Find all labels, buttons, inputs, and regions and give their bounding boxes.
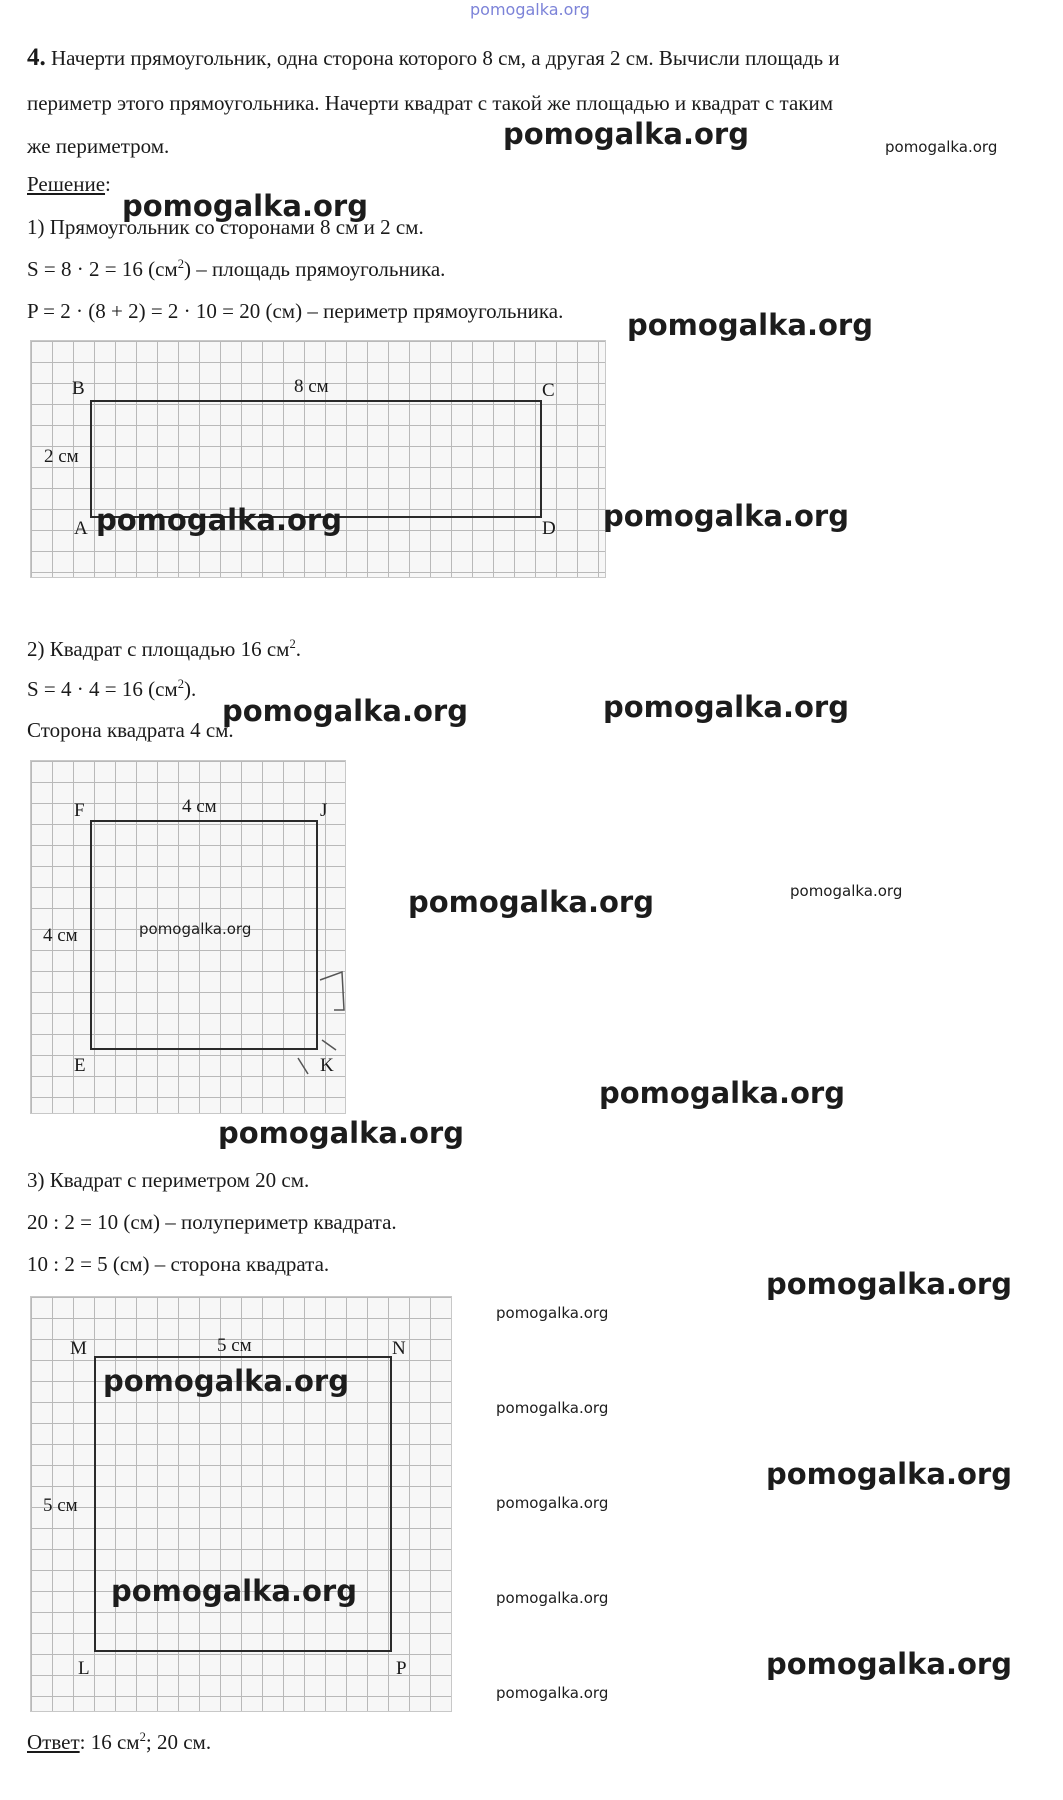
watermark: pomogalka.org [103,1364,349,1398]
part3-line-2: 20 : 2 = 10 (см) – полупериметр квадрата. [27,1210,397,1234]
watermark: pomogalka.org [766,1457,1012,1491]
watermark: pomogalka.org [503,117,749,151]
part2-line-2 [27,677,196,702]
superscript: 2 [177,677,185,691]
answer-line [27,1730,211,1755]
watermark: pomogalka.org [496,1589,609,1607]
watermark: pomogalka.org [766,1647,1012,1681]
answer-value-1: : 16 см [79,1730,140,1754]
vertex-c: C [542,380,555,401]
answer-label: Ответ [27,1730,80,1754]
vertex-n: N [392,1338,406,1359]
answer-value-2: ; 20 см. [145,1730,212,1754]
label-side-left: 5 см [43,1495,78,1516]
label-length: 8 см [294,376,329,397]
watermark: pomogalka.org [111,1574,357,1608]
solution-label: Решение [27,172,106,196]
part3-line-1: 3) Квадрат с периметром 20 см. [27,1168,310,1192]
watermark: pomogalka.org [222,694,468,728]
watermark: pomogalka.org [496,1399,609,1417]
vertex-k: K [320,1055,334,1076]
watermark: pomogalka.org [96,503,342,537]
vertex-p: P [396,1658,407,1679]
label-side-top: 4 см [182,796,217,817]
watermark: pomogalka.org [603,690,849,724]
watermark: pomogalka.org [496,1304,609,1322]
part2-title: 2) Квадрат с площадью 16 см [27,637,290,661]
part1-line-3: P = 2 · (8 + 2) = 2 · 10 = 20 (см) – периметр прямоугольника. [27,299,564,323]
vertex-f: F [74,800,85,821]
part1-line-2 [27,257,445,282]
vertex-m: M [70,1338,87,1359]
watermark: pomogalka.org [766,1267,1012,1301]
watermark: pomogalka.org [218,1116,464,1150]
watermark: pomogalka.org [885,138,998,156]
part2-area-formula: S = 4 · 4 = 16 (см [27,677,178,701]
watermark: pomogalka.org [627,308,873,342]
part1-area-formula: S = 8 · 2 = 16 (см [27,257,178,281]
vertex-b: B [72,378,85,399]
watermark: pomogalka.org [122,189,368,223]
task-line-2: периметр этого прямоугольника. Начерти квадрат с такой же площадью и квадрат с таким [27,91,834,115]
superscript: 2 [139,1730,146,1744]
watermark: pomogalka.org [496,1684,609,1702]
vertex-e: E [74,1055,86,1076]
rectangle-abcd [90,400,542,518]
task-line-1 [27,43,840,73]
task-number: 4. [27,44,46,71]
label-width: 2 см [44,446,79,467]
part1-area-desc: ) – площадь прямоугольника. [184,257,446,281]
solution-heading: Решение: [27,172,111,196]
watermark: pomogalka.org [603,499,849,533]
watermark: pomogalka.org [496,1494,609,1512]
label-side-top: 5 см [217,1335,252,1356]
vertex-a: A [74,518,88,539]
part3-line-3: 10 : 2 = 5 (см) – сторона квадрата. [27,1252,330,1276]
watermark: pomogalka.org [408,885,654,919]
part1-line-1: 1) Прямоугольник со сторонами 8 см и 2 см. [27,215,424,239]
watermark: pomogalka.org [139,920,252,938]
label-side-left: 4 см [43,925,78,946]
part2-line-1 [27,637,301,662]
vertex-l: L [78,1658,90,1679]
part2-line-3: Сторона квадрата 4 см. [27,718,234,742]
part2-title-end: . [295,637,301,661]
superscript: 2 [177,257,185,271]
ruler-sketch [290,970,346,1080]
top-watermark: pomogalka.org [470,0,590,19]
vertex-d: D [542,518,556,539]
part2-area-end: ). [184,677,197,701]
superscript: 2 [289,637,296,651]
task-text-1: Начерти прямоугольник, одна сторона которого 8 см, а другая 2 см. Вычисли площадь и [51,46,840,70]
task-line-3: же периметром. [27,134,170,158]
vertex-j: J [320,800,328,821]
watermark: pomogalka.org [790,882,903,900]
watermark: pomogalka.org [599,1076,845,1110]
